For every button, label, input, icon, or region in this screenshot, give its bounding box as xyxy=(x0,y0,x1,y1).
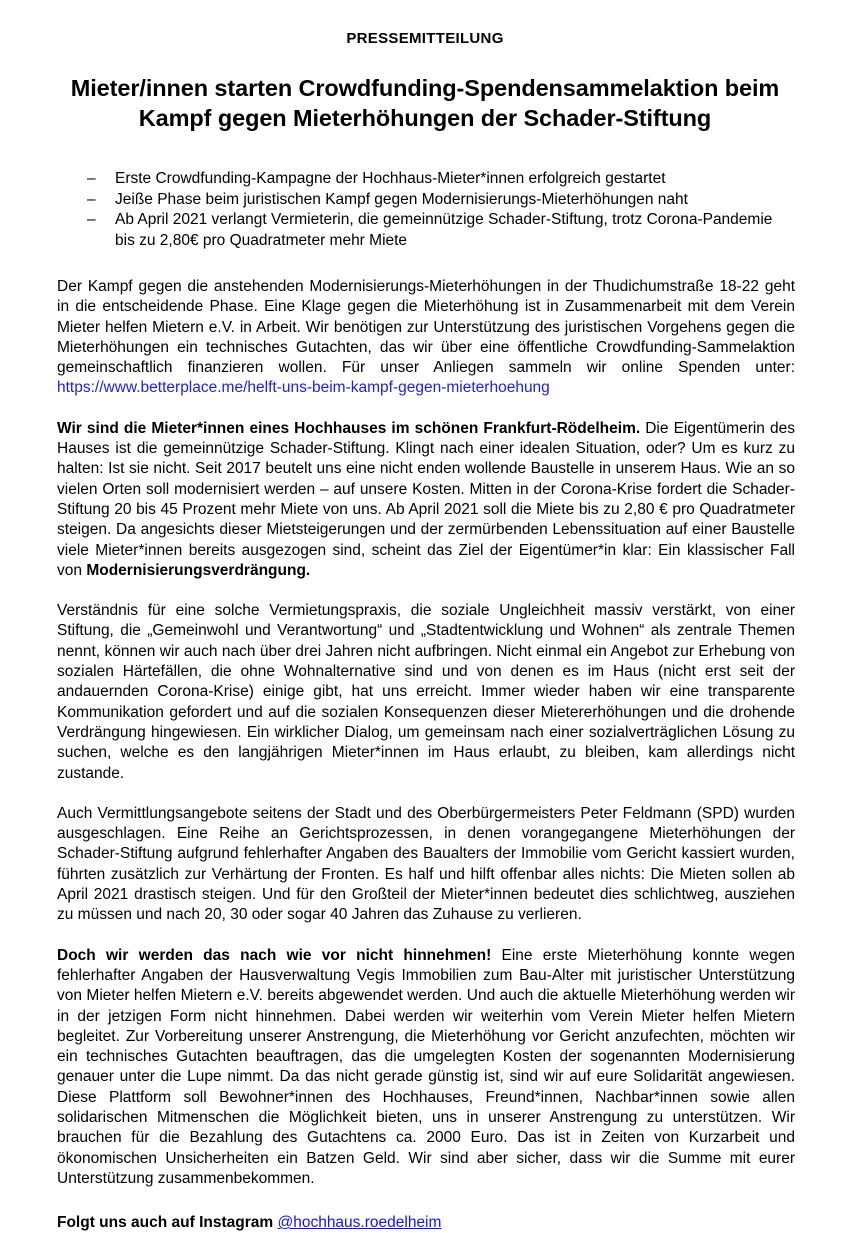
bullet-text: Ab April 2021 verlangt Vermieterin, die gemeinnützige Schader-Stiftung, trotz Corona-Pandemie bis zu 2,80€ pro Quadratmeter mehr Miete xyxy=(115,211,773,249)
kicker-label: PRESSEMITTEILUNG xyxy=(346,30,504,47)
paragraph-tenants-text: Die Eigentümerin des Hauses ist die gemeinnützige Schader-Stiftung. Klingt nach einer idealen Situation, oder? Um es kurz zu halten: Ist sie nicht. Seit 2017 beutelt uns eine nicht enden wollende Baustelle in unserem Haus. Wie an so vielen Orten soll modernisiert werden – auf unsere Kosten. Mitten in der Corona-Krise fordert die Schader-Stiftung 20 bis 45 Prozent mehr Miete von uns. Ab April 2021 soll die Miete bis zu 2,80 € pro Quadratmeter steigen. Da angesichts dieser Mietsteigerungen und der zermürbenden Lebenssituation auf einer Baustelle viele Mieter*innen bereits ausgezogen sind, scheint das Ziel der Eigentümer*in klar: Ein klassischer Fall von xyxy=(57,419,795,579)
body-content xyxy=(57,277,795,1233)
paragraph-tenants xyxy=(57,419,795,581)
paragraph-understanding xyxy=(57,601,795,784)
paragraph-tenants-lead: Wir sind die Mieter*innen eines Hochhauses im schönen Frankfurt-Rödelheim. xyxy=(57,419,641,437)
paragraph-resistance-lead: Doch wir werden das nach wie vor nicht hinnehmen! xyxy=(57,946,492,964)
press-release-page xyxy=(0,30,850,1230)
donation-link[interactable]: https://www.betterplace.me/helft-uns-beim-kampf-gegen-mieterhoehung xyxy=(57,379,550,397)
paragraph-tenants-emphasis: Modernisierungsverdrängung. xyxy=(86,561,311,579)
paragraph-understanding-text: Verständnis für eine solche Vermietungspraxis, die soziale Ungleichheit massiv verstärkt, von einer Stiftung, die „Gemeinwohl und Verantwortung“ und „Stadtentwicklung und Wohnen“ als zentrale Themen nennt, können wir auch nach über drei Jahren nicht aufbringen. Nicht einmal ein Angebot zur Erhebung von sozialen Härtefällen, die ohne Wohnalternative sind und von denen es im Haus (nicht erst seit der andauernden Corona-Krise) einige gibt, hat uns erreicht. Immer wieder haben wir eine transparente Kommunikation gefordert und auf die sozialen Konsequenzen dieser Mietererhöhungen und die drohende Verdrängung hingewiesen. Ein wirklicher Dialog, um gemeinsam nach einer sozialverträglichen Lösung zu suchen, welche es den langjährigen Mieter*innen im Haus erlaubt, zu bleiben, kam allerdings nicht zustande. xyxy=(57,602,795,782)
paragraph-mediation xyxy=(57,804,795,926)
headline-line-2: Kampf gegen Mieterhöhungen der Schader-Stiftung xyxy=(138,105,712,131)
list-item xyxy=(87,210,790,251)
bullet-text: Erste Crowdfunding-Kampagne der Hochhaus-Mieter*innen erfolgreich gestartet xyxy=(115,170,666,187)
instagram-label: Folgt uns auch auf Instagram xyxy=(57,1214,278,1232)
instagram-footer xyxy=(57,1213,795,1233)
list-item xyxy=(87,190,790,211)
instagram-handle-link[interactable]: @hochhaus.roedelheim xyxy=(277,1214,442,1232)
summary-bullet-list xyxy=(0,169,850,251)
paragraph-resistance-text: Eine erste Mieterhöhung konnte wegen fehlerhafter Angaben der Hausverwaltung Vegis Immobilien zum Bau-Alter mit juristischer Unterstützung von Mieter helfen Mietern e.V. bereits abgewendet werden. Und auch die aktuelle Mieterhöhung werden wir in der jetzigen Form nicht hinnehmen. Dabei werden wir weiterhin vom Verein Mieter helfen Mietern begleitet. Zur Vorbereitung unserer Anstrengung, die Mieterhöhung vor Gericht anzufechten, möchten wir ein technisches Gutachten beauftragen, das die umgelegten Kosten der sogenannten Modernisierung genauer unter die Lupe nimmt. Da das nicht gerade günstig ist, sind wir auf eure Solidarität angewiesen. Diese Plattform soll Bewohner*innen des Hochhauses, Freund*innen, Nachbar*innen sowie allen solidarischen Mitmenschen die Möglichkeit bieten, uns in unserer Anstrengung zu unterstützen. Wir brauchen für die Bezahlung des Gutachtens ca. 2000 Euro. Das ist in Zeiten von Kurzarbeit und ökonomischen Unsicherheiten ein Batzen Geld. Wir sind aber sicher, dass wir die Summe mit eurer Unterstützung zusammenbekommen. xyxy=(57,946,795,1187)
list-item xyxy=(87,169,790,190)
paragraph-resistance xyxy=(57,946,795,1190)
paragraph-mediation-text: Auch Vermittlungsangebote seitens der Stadt und des Oberbürgermeisters Peter Feldmann (SPD) wurden ausgeschlagen. Eine Reihe an Gerichtsprozessen, in denen vorangegangene Mieterhöhungen der Schader-Stiftung aufgrund fehlerhafter Angaben des Baualters der Immobilie vom Gericht kassiert wurden, führten zusätzlich zur Verhärtung der Fronten. Es half und hilft offenbar alles nichts: Die Mieten sollen ab April 2021 drastisch steigen. Und für den Großteil der Mieter*innen bedeutet dies schlichtweg, ausziehen zu müssen und nach 20, 30 oder sogar 40 Jahren das Zuhause zu verlieren. xyxy=(57,804,795,924)
bullet-dash-icon: – xyxy=(87,170,96,187)
paragraph-intro-text: Der Kampf gegen die anstehenden Modernisierungs-Mieterhöhungen in der Thudichumstraße 18-22 geht in die entscheidende Phase. Eine Klage gegen die Mieterhöhung ist in Zusammenarbeit mit dem Verein Mieter helfen Mietern e.V. in Arbeit. Wir benötigen zur Unterstützung des juristischen Vorgehens gegen die Mieterhöhungen ein technisches Gutachten, das wir über eine öffentliche Crowdfunding-Sammelaktion gemeinschaftlich finanzieren wollen. Für unser Anliegen sammeln wir online Spenden unter: xyxy=(57,278,795,377)
page-title xyxy=(57,73,793,133)
bullet-dash-icon: – xyxy=(87,190,96,208)
bullet-text: Jeiße Phase beim juristischen Kampf gegen Modernisierungs-Mieterhöhungen naht xyxy=(115,190,688,208)
bullet-dash-icon: – xyxy=(87,211,96,228)
headline-line-1: Mieter/innen starten Crowdfunding-Spendensammelaktion beim xyxy=(70,75,780,101)
paragraph-intro xyxy=(57,277,795,399)
